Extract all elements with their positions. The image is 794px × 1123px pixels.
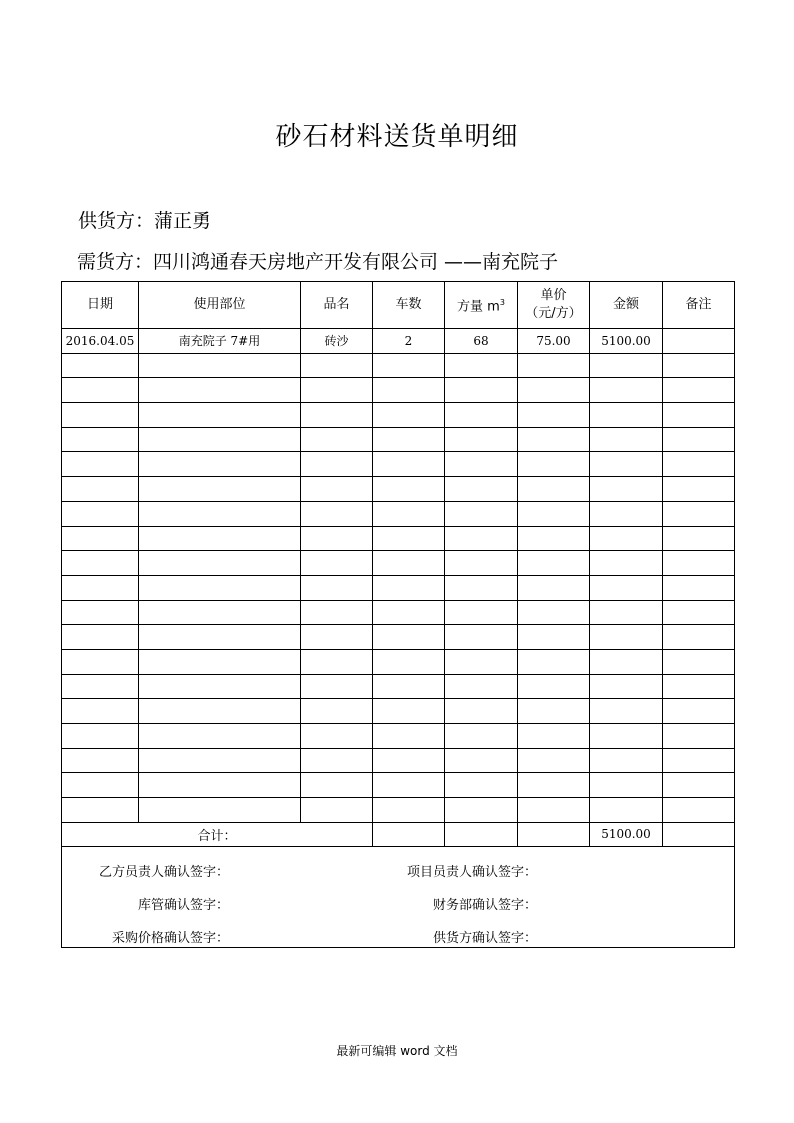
empty-cell [301,575,373,600]
empty-cell [663,378,735,403]
empty-cell [663,773,735,798]
empty-cell [139,649,301,674]
empty-cell [590,551,663,576]
empty-cell [445,724,518,749]
empty-cell [590,600,663,625]
empty-cell [518,773,590,798]
supplier-line: 供货方：蒲正勇 [78,210,212,232]
delivery-table [61,281,735,948]
empty-cell [445,773,518,798]
empty-cell [139,427,301,452]
header-price: 单价 （元/方） [518,282,590,329]
table-row-empty [62,699,735,724]
empty-cell [301,501,373,526]
empty-cell [663,674,735,699]
empty-cell [139,798,301,823]
empty-cell [445,403,518,428]
empty-cell [139,353,301,378]
empty-cell [518,625,590,650]
empty-cell [518,649,590,674]
empty-cell [62,625,139,650]
empty-cell [590,748,663,773]
empty-cell [139,403,301,428]
table-row-empty [62,649,735,674]
total-price [518,822,590,846]
empty-cell [373,427,445,452]
empty-cell [62,452,139,477]
empty-cell [62,403,139,428]
sig-warehouse: 库管确认签字： [137,897,229,913]
table-row-empty [62,378,735,403]
empty-cell [518,452,590,477]
empty-cell [445,798,518,823]
empty-cell [663,526,735,551]
total-trucks [373,822,445,846]
empty-cell [518,674,590,699]
table-row-empty [62,353,735,378]
empty-cell [518,403,590,428]
sig-project-manager: 项目员责人确认签字： [406,864,537,880]
empty-cell [62,575,139,600]
empty-cell [590,773,663,798]
empty-cell [445,353,518,378]
empty-cell [62,427,139,452]
empty-cell [663,501,735,526]
empty-cell [445,748,518,773]
empty-cell [373,575,445,600]
empty-cell [301,600,373,625]
empty-cell [301,403,373,428]
empty-cell [373,600,445,625]
empty-cell [518,699,590,724]
empty-cell [518,748,590,773]
empty-cell [445,600,518,625]
empty-cell [139,575,301,600]
table-row-empty [62,501,735,526]
empty-cell [301,773,373,798]
table-row-empty [62,427,735,452]
empty-cell [373,501,445,526]
empty-cell [62,551,139,576]
empty-cell [663,427,735,452]
header-trucks: 车数 [373,282,445,329]
empty-cell [590,798,663,823]
header-date: 日期 [62,282,139,329]
total-remark [663,822,735,846]
empty-cell [139,699,301,724]
empty-cell [590,477,663,502]
empty-cell [139,526,301,551]
empty-cell [373,477,445,502]
total-label: 合计： [62,822,373,846]
cell-volume: 68 [445,329,518,354]
empty-cell [62,773,139,798]
empty-cell [518,427,590,452]
empty-cell [445,575,518,600]
empty-cell [590,649,663,674]
page-footer: 最新可编辑 word 文档 [336,1044,458,1058]
table-row-empty [62,526,735,551]
empty-cell [663,748,735,773]
table-row-empty [62,724,735,749]
empty-cell [373,526,445,551]
empty-cell [590,526,663,551]
empty-cell [518,353,590,378]
table-row-empty [62,600,735,625]
empty-cell [590,674,663,699]
empty-cell [590,452,663,477]
empty-cell [373,798,445,823]
cell-trucks: 2 [373,329,445,354]
empty-cell [590,699,663,724]
table-row-empty [62,551,735,576]
empty-cell [301,748,373,773]
header-remark: 备注 [663,282,735,329]
header-location: 使用部位 [139,282,301,329]
header-volume: 方量 $m^3$ [445,282,518,329]
cell-product: 砖沙 [301,329,373,354]
sig-supplier-confirm: 供货方确认签字： [432,930,537,946]
signature-block [62,846,735,947]
table-row [62,329,735,354]
empty-cell [663,625,735,650]
sig-party-b-manager: 乙方员责人确认签字： [98,864,229,880]
table-row-empty [62,477,735,502]
table-row-empty [62,674,735,699]
empty-cell [518,575,590,600]
total-amount: 5100.00 [590,822,663,846]
empty-cell [663,699,735,724]
table-row-empty [62,452,735,477]
empty-cell [139,501,301,526]
empty-cell [301,526,373,551]
empty-cell [301,452,373,477]
empty-cell [373,724,445,749]
empty-cell [663,600,735,625]
header-product: 品名 [301,282,373,329]
empty-cell [373,649,445,674]
empty-cell [139,452,301,477]
total-volume [445,822,518,846]
empty-cell [62,600,139,625]
table-row-empty [62,403,735,428]
table-row-empty [62,773,735,798]
sig-finance: 财务部确认签字： [432,897,537,913]
empty-cell [62,649,139,674]
empty-cell [373,403,445,428]
empty-cell [139,748,301,773]
cell-date: 2016.04.05 [62,329,139,354]
empty-cell [373,452,445,477]
empty-cell [301,649,373,674]
empty-cell [663,724,735,749]
empty-cell [62,748,139,773]
empty-cell [301,427,373,452]
cell-amount: 5100.00 [590,329,663,354]
sig-purchase-price: 采购价格确认签字： [111,930,229,946]
empty-cell [518,501,590,526]
empty-cell [301,353,373,378]
empty-cell [445,649,518,674]
empty-cell [301,724,373,749]
empty-cell [62,699,139,724]
empty-cell [301,477,373,502]
empty-cell [445,477,518,502]
cell-remark [663,329,735,354]
empty-cell [373,699,445,724]
empty-cell [62,798,139,823]
empty-cell [373,353,445,378]
empty-cell [663,798,735,823]
empty-cell [590,378,663,403]
empty-cell [663,403,735,428]
empty-cell [373,625,445,650]
empty-cell [663,353,735,378]
empty-cell [663,575,735,600]
cell-price: 75.00 [518,329,590,354]
table-row-empty [62,575,735,600]
header-amount: 金额 [590,282,663,329]
cell-location: 南充院子 7#用 [139,329,301,354]
empty-cell [445,501,518,526]
document-title: 砂石材料送货单明细 [275,122,519,152]
empty-cell [139,378,301,403]
empty-cell [445,526,518,551]
empty-cell [301,699,373,724]
empty-cell [590,501,663,526]
empty-cell [590,724,663,749]
empty-cell [518,477,590,502]
empty-cell [590,575,663,600]
table-row-empty [62,798,735,823]
empty-cell [373,773,445,798]
header-row [62,282,735,329]
empty-cell [373,674,445,699]
empty-cell [62,526,139,551]
empty-cell [590,625,663,650]
empty-cell [301,625,373,650]
empty-cell [445,427,518,452]
empty-cell [663,477,735,502]
empty-cell [590,353,663,378]
empty-cell [518,600,590,625]
empty-cell [139,477,301,502]
total-row [62,822,735,846]
empty-cell [301,551,373,576]
empty-cell [373,551,445,576]
empty-cell [663,452,735,477]
empty-cell [139,625,301,650]
signature-row [62,846,735,947]
empty-cell [663,551,735,576]
empty-cell [62,501,139,526]
empty-cell [445,674,518,699]
empty-cell [62,724,139,749]
empty-cell [445,452,518,477]
empty-cell [445,551,518,576]
empty-cell [139,773,301,798]
empty-cell [590,427,663,452]
empty-cell [445,378,518,403]
empty-cell [518,526,590,551]
empty-cell [301,378,373,403]
empty-cell [445,625,518,650]
empty-cell [518,724,590,749]
empty-cell [301,674,373,699]
empty-cell [62,378,139,403]
empty-cell [518,378,590,403]
table-row-empty [62,748,735,773]
empty-cell [373,748,445,773]
empty-cell [663,649,735,674]
empty-cell [139,551,301,576]
empty-cell [590,403,663,428]
empty-cell [62,353,139,378]
table-row-empty [62,625,735,650]
buyer-line: 需货方：四川鸿通春天房地产开发有限公司 ——南充院子 [77,251,559,273]
empty-cell [62,674,139,699]
empty-cell [139,724,301,749]
empty-cell [518,551,590,576]
empty-cell [445,699,518,724]
empty-cell [139,674,301,699]
empty-cell [139,600,301,625]
empty-cell [62,477,139,502]
empty-cell [373,378,445,403]
empty-cell [301,798,373,823]
empty-cell [518,798,590,823]
